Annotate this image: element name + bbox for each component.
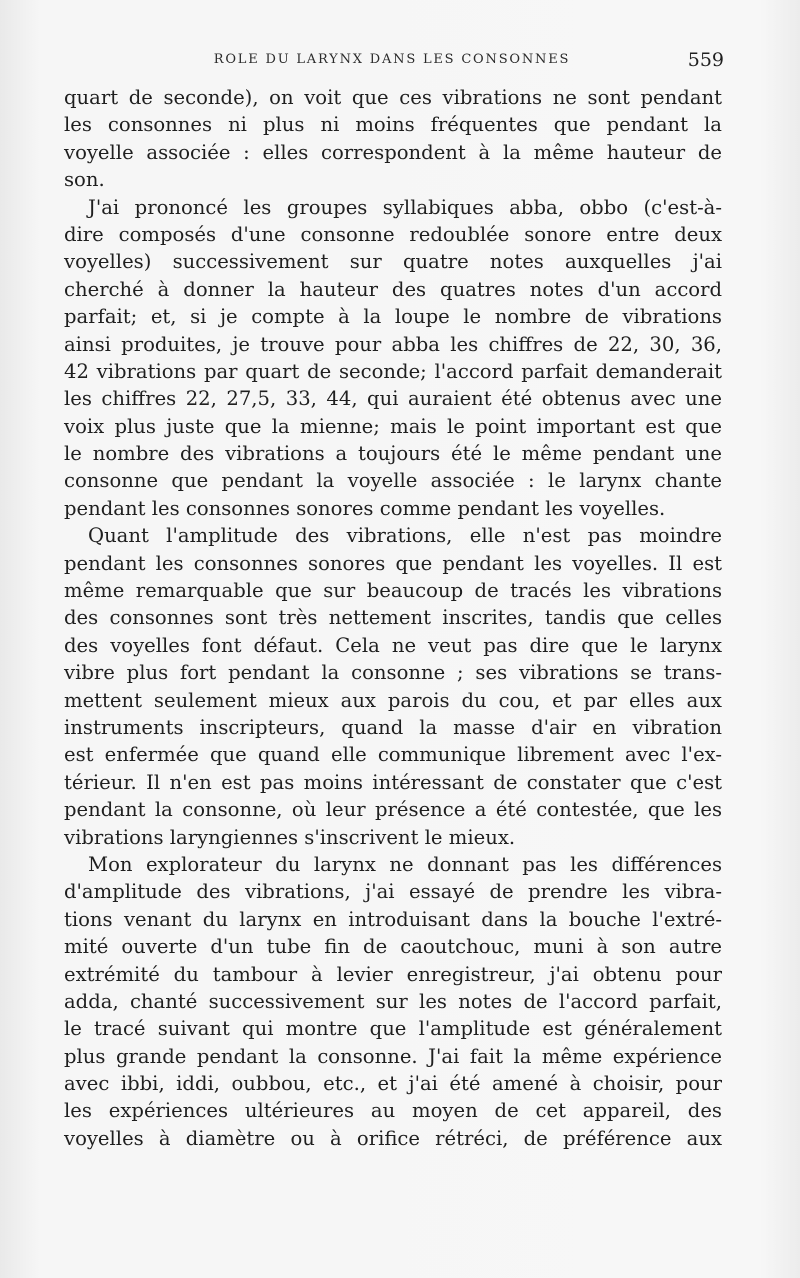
text-line: extrémité du tambour à levier enregistreur, j'ai obtenu pour [64,962,722,986]
text-line: adda, chanté successivement sur les notes de l'accord parfait, [64,989,722,1013]
text-line: des consonnes sont très nettement inscrites, tandis que celles [64,606,722,630]
text-line: mettent seulement mieux aux parois du cou, et par elles aux [64,688,722,712]
text-line: les consonnes ni plus ni moins fréquentes que pendant la [64,113,722,137]
text-line: les chiffres 22, 27,5, 33, 44, qui auraient été obtenus avec une [64,387,722,411]
text-line: des voyelles font défaut. Cela ne veut pas dire que le larynx [64,633,722,657]
text-line: quart de seconde), on voit que ces vibrations ne sont pendant [64,86,722,109]
page-header [60,46,724,74]
text-line: dire composés d'une consonne redoublée sonore entre deux [64,222,722,246]
text-line: J'ai prononcé les groupes syllabiques abba, obbo (c'est-à- [88,195,722,219]
text-line: Quant l'amplitude des vibrations, elle n'est pas moindre [88,524,722,548]
running-title: ROLE DU LARYNX DANS LES CONSONNES [213,52,571,67]
text-line: est enfermée que quand elle communique librement avec l'ex- [64,743,722,767]
text-line: instruments inscripteurs, quand la masse d'air en vibration [64,715,722,739]
text-line: cherché à donner la hauteur des quatres notes d'un accord [64,277,722,301]
text-line: térieur. Il n'en est pas moins intéressant de constater que c'est [64,770,722,794]
text-line: consonne que pendant la voyelle associée : le larynx chante [64,469,722,493]
text-line: tions venant du larynx en introduisant dans la bouche l'extré- [64,907,722,931]
text-line: voyelle associée : elles correspondent à la même hauteur de [64,140,722,164]
text-line: ainsi produites, je trouve pour abba les chiffres de 22, 30, 36, [64,332,722,356]
text-line: voix plus juste que la mienne; mais le point important est que [64,414,722,438]
text-line: pendant les consonnes sonores comme pendant les voyelles. [64,496,666,520]
text-line: Mon explorateur du larynx ne donnant pas les différences [88,852,722,876]
text-line: mité ouverte d'un tube fin de caoutchouc, muni à son autre [64,935,722,959]
text-line: voyelles) successivement sur quatre notes auxquelles j'ai [64,250,722,274]
text-line: 42 vibrations par quart de seconde; l'accord parfait demanderait [64,359,722,383]
text-line: voyelles à diamètre ou à orifice rétréci, de préférence aux [64,1126,722,1150]
text-line: pendant la consonne, où leur présence a été contestée, que les [64,798,722,822]
body-text [64,84,722,1152]
text-line: plus grande pendant la consonne. J'ai fait la même expérience [64,1044,722,1068]
text-line: parfait; et, si je compte à la loupe le nombre de vibrations [64,305,722,329]
text-line: les expériences ultérieures au moyen de cet appareil, des [64,1099,722,1123]
text-line: vibrations laryngiennes s'inscrivent le mieux. [64,825,516,849]
text-line: le tracé suivant qui montre que l'amplitude est généralement [64,1017,722,1041]
page-number: 559 [687,49,724,71]
text-line: le nombre des vibrations a toujours été le même pendant une [64,442,722,466]
text-line: même remarquable que sur beaucoup de tracés les vibrations [64,579,722,603]
text-line: son. [64,168,105,192]
text-line: pendant les consonnes sonores que pendant les voyelles. Il est [64,551,722,575]
text-line: d'amplitude des vibrations, j'ai essayé de prendre les vibra- [64,880,722,904]
text-line: vibre plus fort pendant la consonne ; ses vibrations se trans- [64,661,722,685]
text-line: avec ibbi, iddi, oubbou, etc., et j'ai été amené à choisir, pour [64,1072,722,1096]
